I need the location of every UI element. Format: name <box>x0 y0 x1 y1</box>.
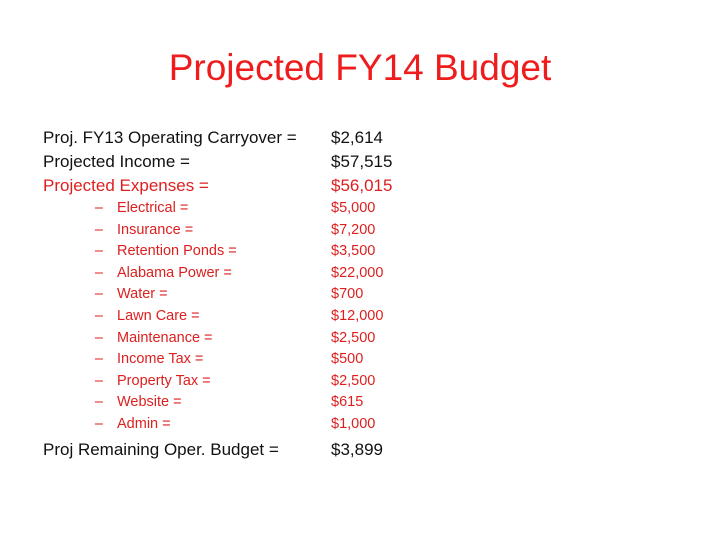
expense-item-value: $3,500 <box>331 243 376 260</box>
remaining-label: Proj Remaining Oper. Budget = <box>43 439 279 459</box>
expense-item-label: – Alabama Power = <box>43 263 328 285</box>
expense-item-value: $2,500 <box>331 372 376 389</box>
expense-item-value: $2,500 <box>331 329 376 346</box>
dash-marker: – <box>94 329 103 346</box>
expense-item-value: $22,000 <box>331 264 384 281</box>
dash-marker: – <box>94 221 103 238</box>
carryover-label: Proj. FY13 Operating Carryover = <box>43 128 297 147</box>
carryover-value: $2,614 <box>331 128 383 147</box>
dash-marker: – <box>94 264 103 281</box>
expenses-label: Projected Expenses = <box>43 176 209 195</box>
expense-item-label: – Retention Ponds = <box>43 241 328 263</box>
dash-marker: – <box>94 394 103 411</box>
expense-item-value: $615 <box>331 394 364 411</box>
expense-item-value: $700 <box>331 286 364 303</box>
dash-marker: – <box>94 286 103 303</box>
expense-item-label: – Admin = <box>43 414 328 436</box>
value-column <box>331 126 471 462</box>
expense-item-value: $500 <box>331 351 364 368</box>
label-column <box>43 126 328 462</box>
expense-item-label: – Income Tax = <box>43 349 328 371</box>
expense-item-label: – Website = <box>43 392 328 414</box>
dash-marker: – <box>94 200 103 216</box>
dash-marker: – <box>94 372 103 389</box>
income-value: $57,515 <box>331 152 393 171</box>
expense-item-label: – Water = <box>43 284 328 306</box>
expense-item-value: $12,000 <box>331 307 384 324</box>
dash-marker: – <box>94 307 103 324</box>
remaining-value: $3,899 <box>331 439 383 459</box>
expenses-value: $56,015 <box>331 176 393 195</box>
expense-item-label: – Maintenance = <box>43 328 328 350</box>
expense-item-value: $7,200 <box>331 221 376 238</box>
dash-marker: – <box>94 351 103 368</box>
expense-item-label: – Insurance = <box>43 220 328 242</box>
expense-item-value: $1,000 <box>331 415 376 432</box>
slide-title: Projected FY14 Budget <box>168 47 552 88</box>
expense-item-value: $5,000 <box>331 200 376 216</box>
income-label: Projected Income = <box>43 152 190 171</box>
dash-marker: – <box>94 415 103 432</box>
expense-item-label: – Lawn Care = <box>43 306 328 328</box>
expense-item-label: – Property Tax = <box>43 371 328 393</box>
dash-marker: – <box>94 243 103 260</box>
expense-item-label: – Electrical = <box>43 198 328 220</box>
